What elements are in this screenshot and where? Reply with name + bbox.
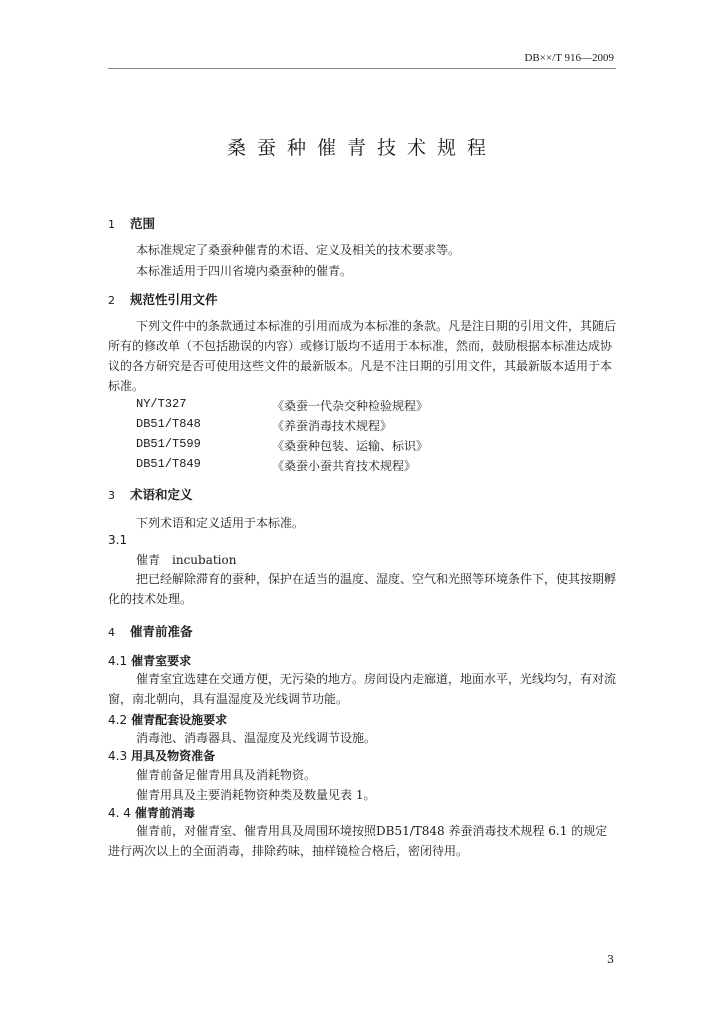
subsection-title: 催青室要求 [131,654,192,668]
section-4-3-heading [108,747,215,764]
s3-intro: 下列术语和定义适用于本标准。 [136,516,305,530]
s4-2-text: 消毒池、消毒器具、温湿度及光线调节设施。 [136,731,377,745]
reference-code: DB51/T848 [136,417,201,431]
section-title: 催青前准备 [130,624,193,639]
reference-code: DB51/T849 [136,457,201,471]
s4-3-line-2: 催青用具及主要消耗物资种类及数量见表 1。 [136,788,376,802]
subsection-number: 4.3 [108,749,128,763]
section-2-heading [108,290,218,308]
s4-1-text: 催青室宜选建在交通方便，无污染的地方。房间设内走廊道，地面水平，光线均匀，有对流窗，南北朝向，具有温湿度及光线调节功能。 [108,672,617,706]
reference-code: DB51/T599 [136,437,201,451]
s4-4-text: 催青前，对催青室、催青用具及周围环境按照DB51/T848 养蚕消毒技术规程 6.1 的规定进行两次以上的全面消毒，排除药味，抽样镜检合格后，密闭待用。 [108,824,608,858]
reference-title: 《养蚕消毒技术规程》 [272,419,393,433]
section-number: 3 [108,489,115,502]
page-number: 3 [607,953,614,966]
section-4-4-heading [108,804,195,821]
section-title: 术语和定义 [130,487,193,502]
subsection-number: 4.2 [108,713,128,727]
term-definition: 把已经解除滞育的蚕种，保护在适当的温度、湿度、空气和光照等环境条件下，使其按期孵化的技术处理。 [108,572,617,606]
section-4-2-heading [108,711,227,728]
s4-3-line-1: 催青前备足催青用具及消耗物资。 [136,768,317,782]
reference-title: 《桑蚕小蚕共育技术规程》 [272,459,417,473]
term-entry: 催青 incubation [136,553,237,567]
section-4-1-heading [108,652,191,669]
subsection-title: 催青前消毒 [134,806,195,820]
subsection-title: 催青配套设施要求 [131,713,228,727]
section-number: 4 [108,626,115,639]
section-number: 1 [108,218,115,231]
section-title: 规范性引用文件 [130,292,218,307]
s1-line-1: 本标准规定了桑蚕种催青的术语、定义及相关的技术要求等。 [136,243,461,257]
document-title: 桑蚕种催青技术规程 [226,137,497,159]
section-4-heading [108,622,193,640]
reference-title: 《桑蚕一代杂交种检验规程》 [272,399,429,413]
section-3-heading [108,485,193,503]
section-1-heading [108,214,155,232]
s1-line-2: 本标准适用于四川省境内桑蚕种的催青。 [136,264,353,278]
header-rule [108,68,616,69]
section-title: 范围 [130,216,156,231]
section-number: 2 [108,294,115,307]
reference-code: NY/T327 [136,397,187,411]
reference-title: 《桑蚕种包装、运输、标识》 [272,439,429,453]
s2-paragraph: 下列文件中的条款通过本标准的引用而成为本标准的条款。凡是注日期的引用文件，其随后所有的修改单（不包括勘误的内容）或修订版均不适用于本标准，然而，鼓励根据本标准达成协议的各方研究是否可使用这些文件的最新版本。凡是不注日期的引用文件，其最新版本适用于本标准。 [108,319,617,393]
subsection-title: 用具及物资准备 [131,749,216,763]
header-standard-code: DB××/T 916—2009 [524,52,614,64]
subsection-number: 4. 4 [108,806,131,820]
subsection-number: 4.1 [108,654,128,668]
s3-1-number: 3.1 [108,533,128,547]
